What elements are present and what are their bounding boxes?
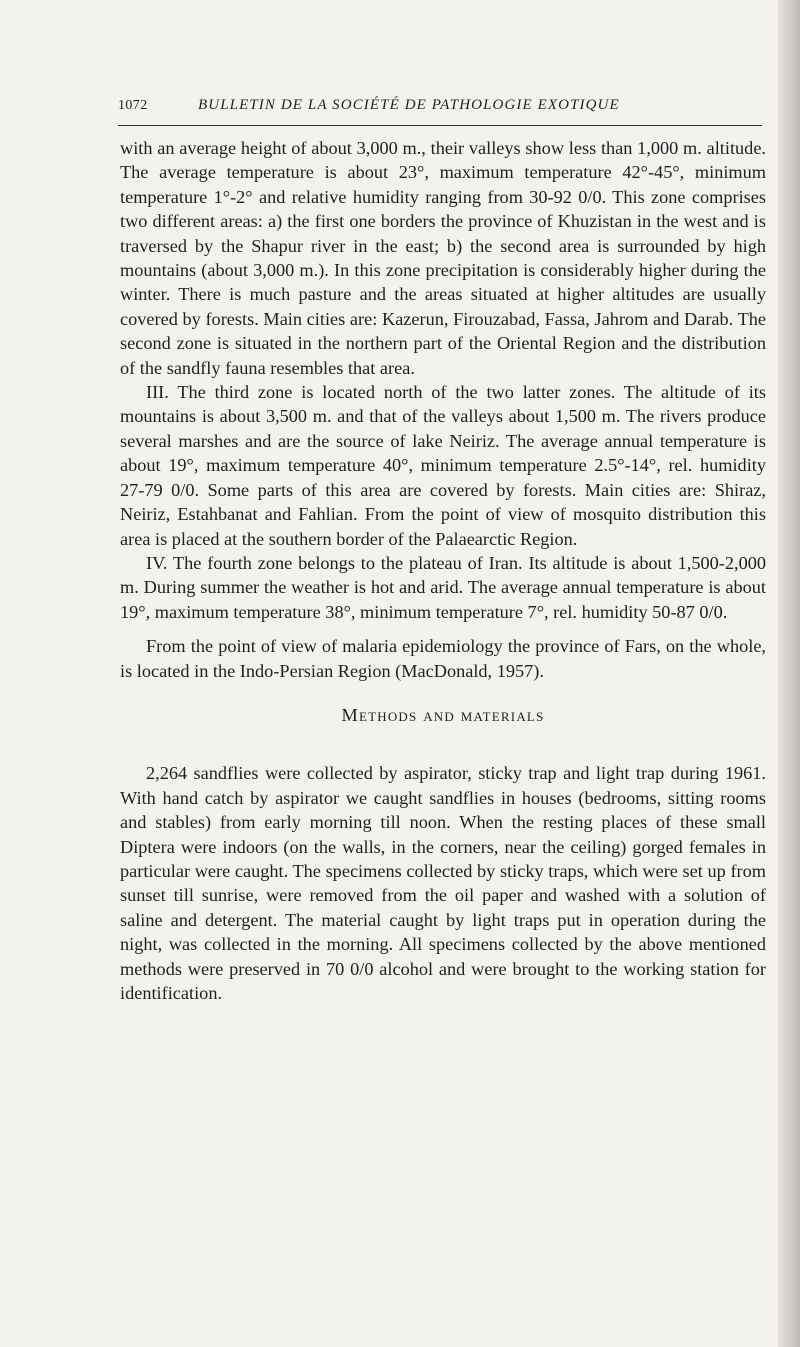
paragraph-zone-ii-continued: with an average height of about 3,000 m., their valleys show less than 1,000 m. altitude. The average temperature is about 23°, maximum temperature 42°-45°, minimum temperature 1°-2° and relative humidity ranging from 30-92 0/0. This zone comprises two different areas: a) the first one borders the province of Khuzistan in the west and is traversed by the Shapur river in the east; b) the second area is surrounded by high mountains (about 3,000 m.). In this zone precipitation is considerably higher during the winter. There is much pasture and the areas situated at higher altitudes are usually covered by forests. Main cities are: Kazerun, Firouzabad, Fassa, Jahrom and Darab. The second zone is situated in the northern part of the Oriental Region and the distribution of the sandfly fauna resembles that area. <box>120 138 766 378</box>
running-head <box>118 97 762 114</box>
paragraph-malaria-epidemiology: From the point of view of malaria epidemiology the province of Fars, on the whole, is located in the Indo-Persian Region (MacDonald, 1957). <box>120 636 766 681</box>
article-body <box>120 136 766 1005</box>
paragraph-methods: 2,264 sandflies were collected by aspirator, sticky trap and light trap during 1961. With hand catch by aspirator we caught sandflies in houses (bedrooms, sitting rooms and stables) from early morning till noon. When the resting places of these small Diptera were indoors (on the walls, in the corners, near the ceiling) gorged females in particular were caught. The specimens collected by sticky traps, which were set up from sunset till sunrise, were removed from the oil paper and washed with a solution of saline and detergent. The material caught by light traps put in operation during the night, was collected in the morning. All specimens collected by the above mentioned methods were preserved in 70 0/0 alcohol and were brought to the working station for identification. <box>120 763 766 1003</box>
section-heading-methods: Methods and materials <box>341 704 545 725</box>
header-rule <box>118 125 762 126</box>
journal-title: BULLETIN DE LA SOCIÉTÉ DE PATHOLOGIE EXOTIQUE <box>198 97 620 113</box>
page-edge-shadow <box>778 0 800 1347</box>
paragraph-zone-iii: III. The third zone is located north of the two latter zones. The altitude of its mountains is about 3,500 m. and that of the valleys about 1,500 m. The rivers produce several marshes and are the source of lake Neiriz. The average annual temperature is about 19°, maximum temperature 40°, minimum temperature 2.5°-14°, rel. humidity 27-79 0/0. Some parts of this area are covered by forests. Main cities are: Shiraz, Neiriz, Estahbanat and Fahlian. From the point of view of mosquito distribution this area is placed at the southern border of the Palaearctic Region. <box>120 382 766 549</box>
page-number: 1072 <box>118 98 148 113</box>
paragraph-zone-iv: IV. The fourth zone belongs to the plateau of Iran. Its altitude is about 1,500-2,000 m. During summer the weather is hot and arid. The average annual temperature is about 19°, maximum temperature 38°, minimum temperature 7°, rel. humidity 50-87 0/0. <box>120 552 766 622</box>
